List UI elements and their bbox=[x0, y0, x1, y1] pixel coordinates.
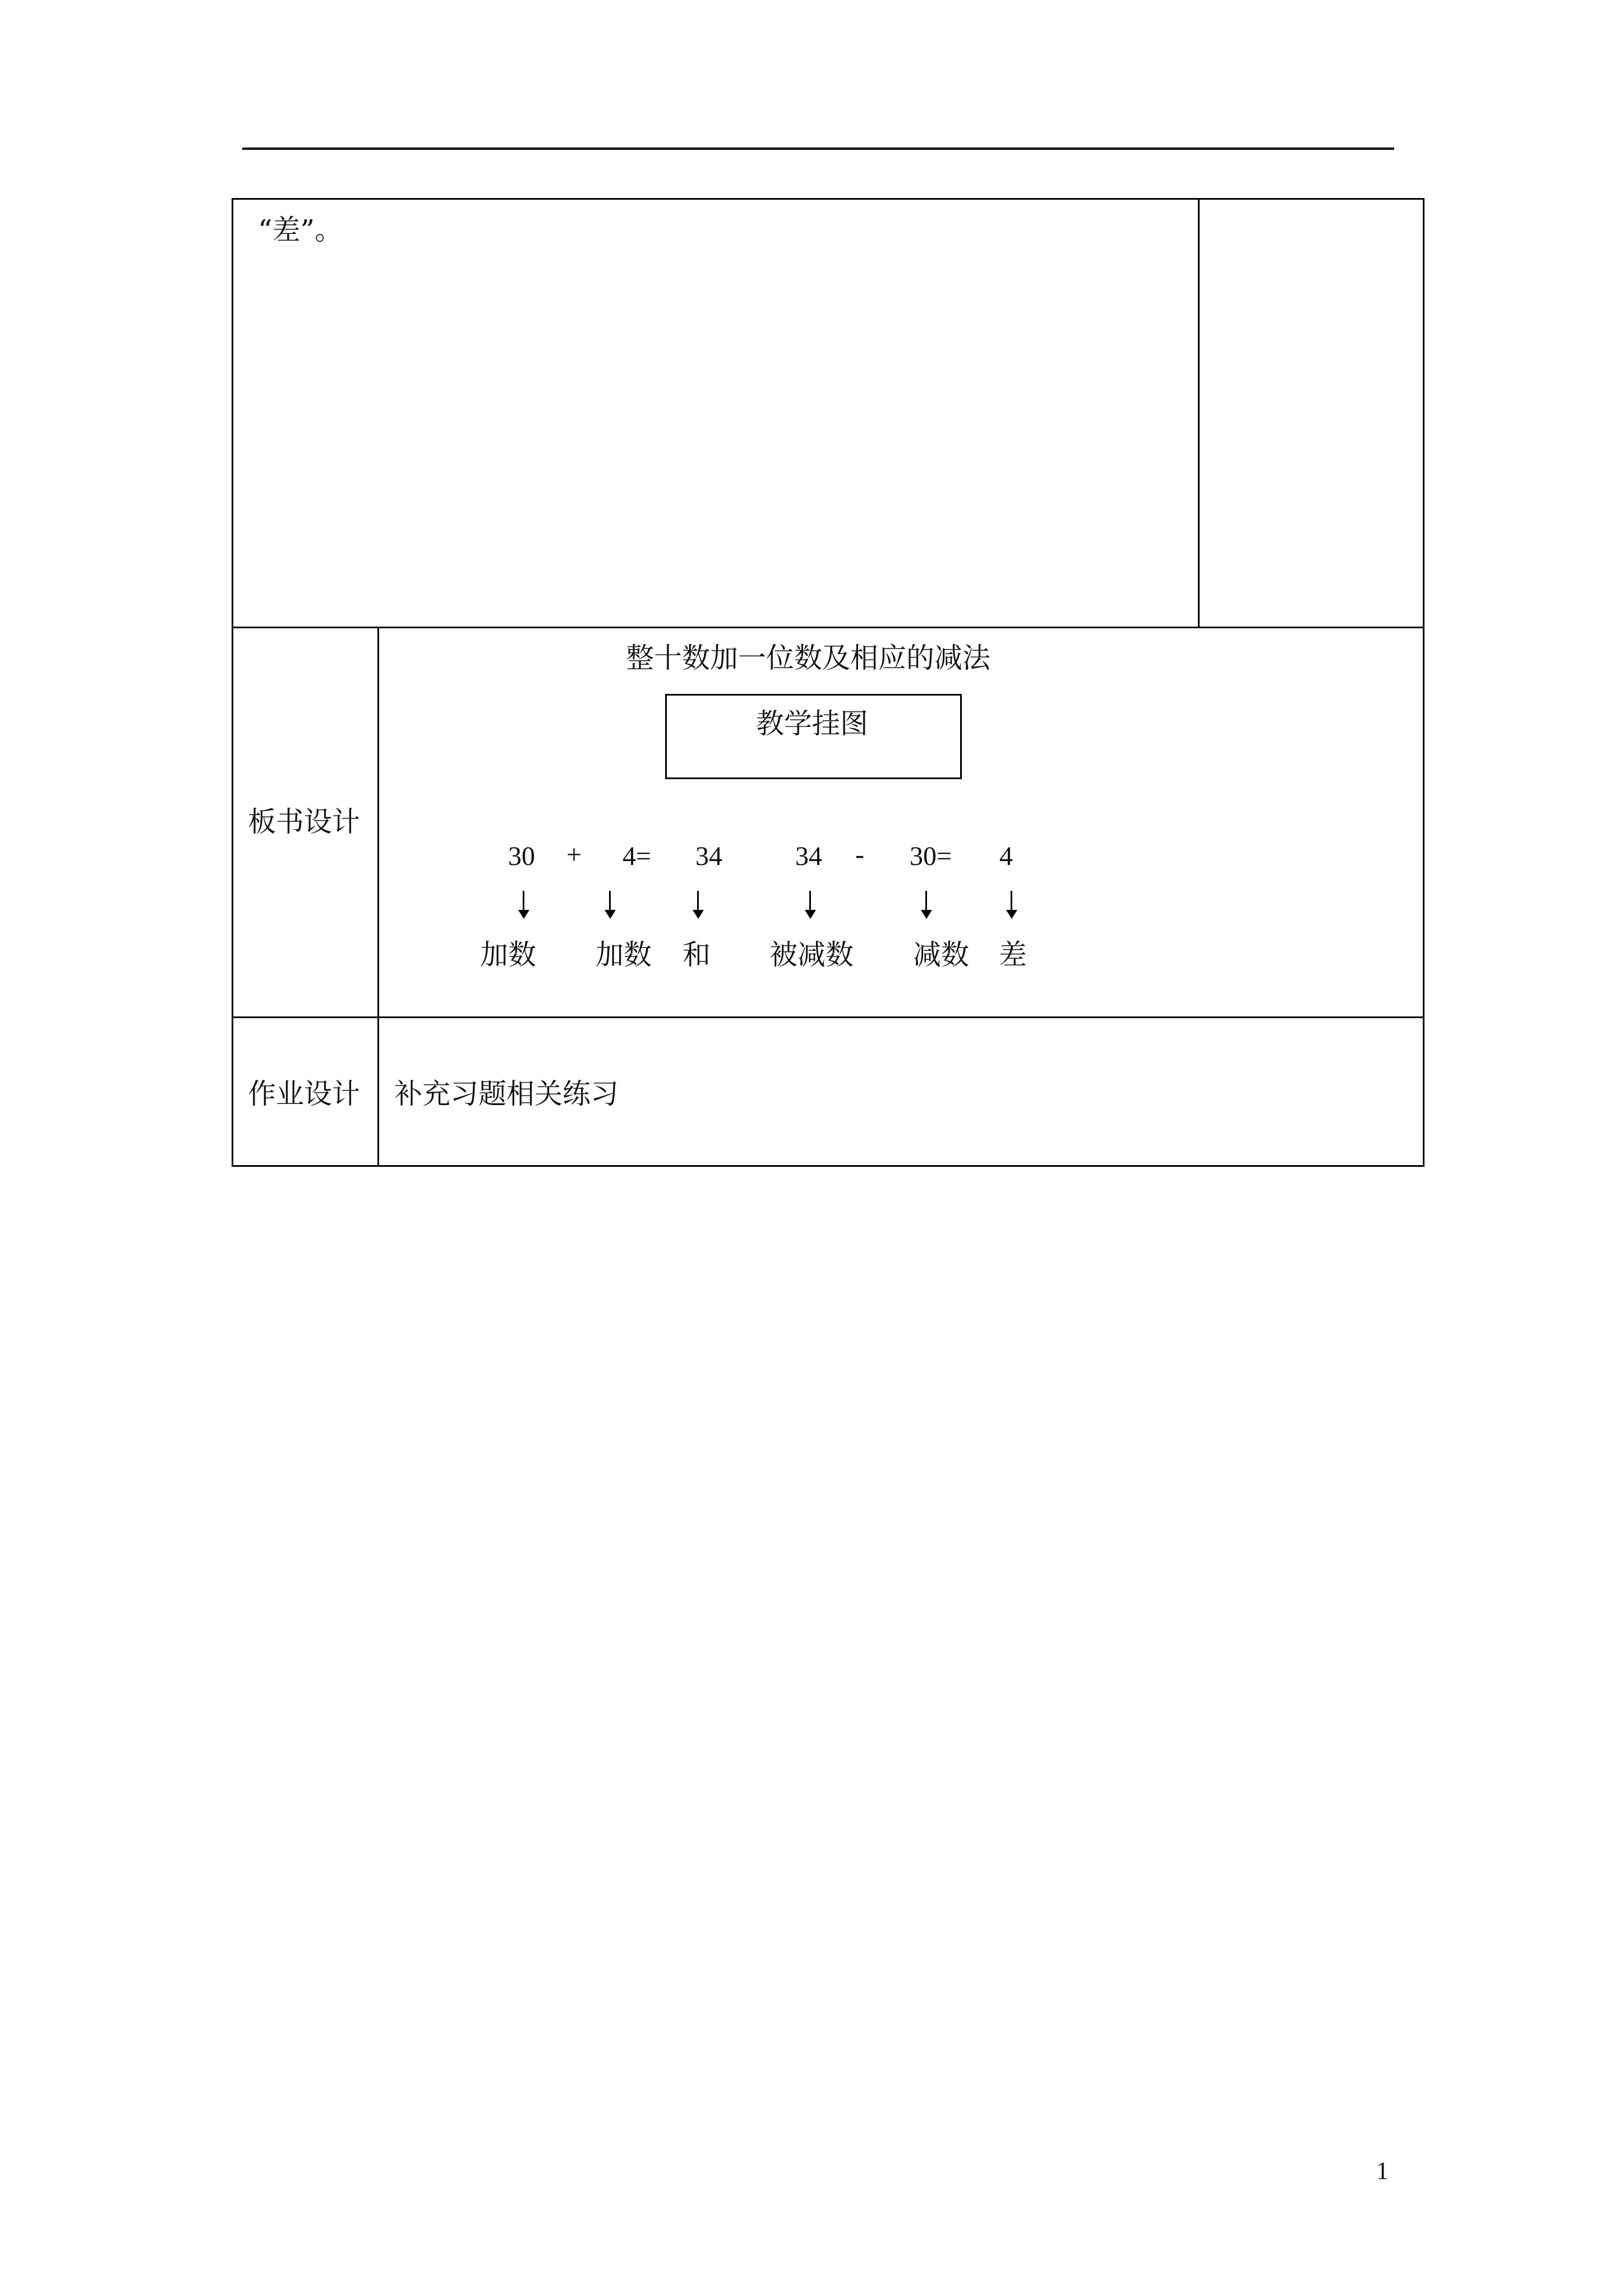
page-number: 1 bbox=[1376, 2157, 1389, 2184]
term-subtrahend: 减数 bbox=[913, 938, 969, 971]
table-top-border bbox=[232, 198, 1424, 200]
down-arrow-icon bbox=[802, 891, 819, 920]
table-left-border bbox=[232, 198, 233, 1167]
term-minuend: 被减数 bbox=[769, 938, 854, 971]
down-arrow-icon bbox=[1003, 891, 1020, 920]
homework-label: 作业设计 bbox=[248, 1078, 360, 1110]
teaching-chart-label: 教学挂图 bbox=[756, 707, 868, 740]
eq1-plus-sign: + bbox=[566, 840, 582, 869]
table-row-divider-2 bbox=[232, 1016, 1424, 1018]
term-addend-1: 加数 bbox=[480, 938, 536, 971]
eq1-addend-b: 4= bbox=[623, 841, 652, 871]
table-col-divider-label bbox=[377, 627, 379, 1167]
down-arrow-icon bbox=[690, 891, 707, 920]
board-design-label: 板书设计 bbox=[248, 806, 360, 838]
eq2-subtrahend: 30= bbox=[910, 841, 952, 871]
board-title: 整十数加一位数及相应的减法 bbox=[626, 642, 990, 674]
header-rule bbox=[242, 148, 1394, 150]
eq2-difference: 4 bbox=[999, 841, 1013, 871]
down-arrow-icon bbox=[918, 891, 935, 920]
down-arrow-icon bbox=[515, 891, 532, 920]
table-col-divider-top bbox=[1198, 198, 1200, 628]
table-row-divider-1 bbox=[232, 627, 1424, 628]
table-bottom-border bbox=[232, 1165, 1424, 1167]
term-sum: 和 bbox=[683, 938, 711, 971]
eq1-addend-a: 30 bbox=[508, 841, 535, 871]
down-arrow-icon bbox=[602, 891, 619, 920]
homework-content: 补充习题相关练习 bbox=[394, 1078, 619, 1110]
continuation-text: “差”。 bbox=[258, 214, 343, 246]
term-addend-2: 加数 bbox=[596, 938, 652, 971]
table-right-border bbox=[1423, 198, 1424, 1167]
eq2-minuend: 34 bbox=[795, 841, 822, 871]
term-difference: 差 bbox=[999, 938, 1027, 971]
eq2-minus-sign: - bbox=[855, 840, 864, 869]
eq1-sum: 34 bbox=[695, 841, 722, 871]
